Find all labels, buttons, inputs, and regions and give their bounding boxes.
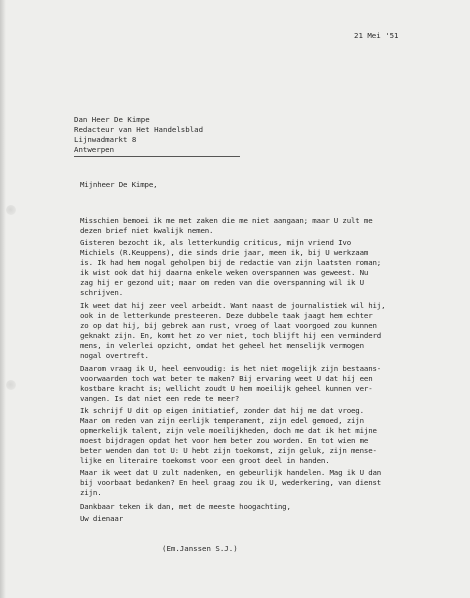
body-line: Daarom vraag ik U, heel eenvoudig: is het niet mogelijk zijn bestaans- (80, 364, 382, 373)
body-line: ook in de letterkunde presteeren. Deze dubbele taak jaagt hem echter (80, 311, 373, 320)
body-line: is. Ik had hem nogal geholpen bij de redactie van zijn laatsten roman; (80, 258, 382, 267)
body-line: Misschien bemoei ik me met zaken die me niet aangaan; maar U zult me (80, 216, 373, 225)
body-line: opmerkelijk talent, zijn vele moeilijkheden, doch me dat ik het mijne (80, 426, 377, 435)
punch-hole (6, 380, 16, 390)
body-line: zijn. (80, 488, 102, 497)
body-line: zo op dat hij, bij gebrek aan rust, vroeg of laat voorgoed zou kunnen (80, 321, 377, 330)
body-line: Maar ik weet dat U zult nadenken, en gebeurlijk handelen. Mag ik U dan (80, 468, 382, 477)
body-line: geknakt zijn. En, komt het zo ver niet, toch blijft hij een verminderd (80, 331, 382, 340)
body-line: Gisteren bezocht ik, als letterkundig criticus, mijn vriend Ivo (80, 238, 351, 247)
body-line: Ik weet dat hij zeer veel arbeidt. Want naast de journalistiek wil hij, (80, 301, 386, 310)
salutation: Mijnheer De Kimpe, (80, 180, 158, 189)
address-underline (74, 156, 240, 157)
body-line: moest bijdragen opdat het voor hem beter zou worden. En tot wien me (80, 436, 369, 445)
body-line: kostbare kracht is; wellicht zoudt U hem moeilijk geheel kunnen ver- (80, 384, 373, 393)
address-line: Dan Heer De Kimpe (74, 115, 150, 124)
page-edge-shadow (0, 0, 6, 598)
body-line: zag hij er gezond uit; maar om reden van die overspanning wil ik U (80, 278, 364, 287)
letter-date: 21 Mei '51 (354, 31, 399, 40)
closing-line: Uw dienaar (80, 514, 124, 523)
body-line: Ik schrijf U dit op eigen initiatief, zonder dat hij me dat vroeg. (80, 406, 364, 415)
address-line: Redacteur van Het Handelsblad (74, 125, 204, 134)
body-line: voorwaarden toch wat beter te maken? Bij ervaring weet U dat hij een (80, 374, 373, 383)
punch-hole (6, 205, 16, 215)
body-line: dezen brief niet kwalijk nemen. (80, 226, 214, 235)
body-line: lijke en literaire toekomst voor een groot deel in handen. (80, 456, 330, 465)
body-line: nogal overtreft. (80, 351, 149, 360)
body-line: vangen. Is dat niet een rede te meer? (80, 394, 240, 403)
signature-name: (Em.Janssen S.J.) (162, 544, 238, 553)
body-line: Maar om reden van zijn eerlijk temperament, zijn edel gemoed, zijn (80, 416, 364, 425)
address-line: Antwerpen (74, 145, 115, 154)
address-line: Lijnwadmarkt 8 (74, 135, 137, 144)
body-line: beter wenden dan tot U: U hebt zijn toekomst, zijn geluk, zijn mense- (80, 446, 377, 455)
body-line: ik wist ook dat hij daarna enkele weken overspannen was geweest. Nu (80, 268, 369, 277)
closing-line: Dankbaar teken ik dan, met de meeste hoogachting, (80, 502, 291, 511)
body-line: mens, in velerlei opzicht, omdat het geheel het menselijk vermogen (80, 341, 364, 350)
body-line: schrijven. (80, 288, 124, 297)
body-line: bij voorbaat bedanken? En heel graag zou ik U, wederkering, van dienst (80, 478, 382, 487)
body-line: Michiels (R.Keuppens), die sinds drie jaar, meen ik, bij U werkzaam (80, 248, 369, 257)
